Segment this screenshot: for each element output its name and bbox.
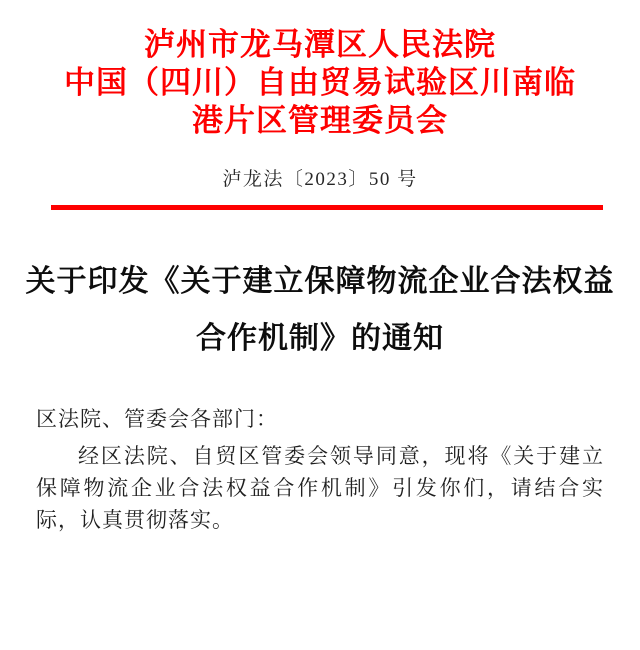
body-paragraph: 经区法院、自贸区管委会领导同意，现将《关于建立保障物流企业合法权益合作机制》引发你们，请结合实际，认真贯彻落实。 — [36, 444, 604, 532]
document-title-line-1: 关于印发《关于建立保障物流企业合法权益 — [25, 265, 615, 298]
issuing-org-line-2: 中国（四川）自由贸易试验区川南临 — [64, 65, 576, 100]
document-number: 泸龙法〔2023〕50 号 — [222, 169, 418, 190]
document-title-line-2: 合作机制》的通知 — [196, 322, 444, 355]
issuing-org-line-3: 港片区管理委员会 — [192, 103, 448, 138]
letterhead — [0, 26, 640, 140]
salutation: 区法院、管委会各部门： — [36, 407, 278, 431]
document-title — [0, 253, 640, 367]
red-divider-line — [51, 205, 603, 210]
issuing-org-line-1: 泸州市龙马潭区人民法院 — [144, 27, 496, 62]
document-body — [36, 403, 604, 536]
